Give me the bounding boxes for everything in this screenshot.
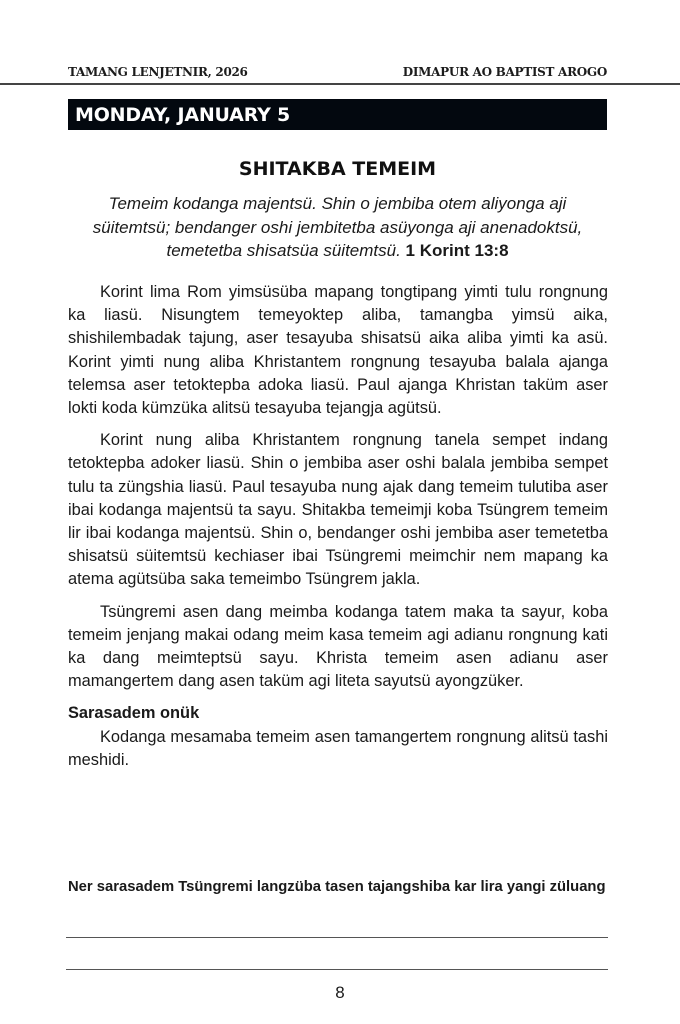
writing-line[interactable] (66, 969, 608, 970)
day-banner (68, 99, 607, 130)
devotion-title: SHITAKBA TEMEIM (238, 158, 437, 180)
reflection-prompt: Ner sarasadem Tsüngremi langzüba tasen tajangshiba kar lira yangi züluang (68, 879, 606, 895)
devotion-body (68, 281, 608, 772)
day-label: MONDAY, JANUARY 5 (75, 103, 291, 126)
running-header (68, 64, 607, 80)
header-right-title: DIMAPUR AO BAPTIST AROGO (402, 65, 607, 79)
header-left-title: TAMANG LENJETNIR, 2026 (68, 65, 248, 79)
verse-reference: 1 Korint 13:8 (405, 241, 509, 260)
paragraph-1: Korint lima Rom yimsüsüba mapang tongtipang yimti tulu rongnung ka liasü. Nisungtem temeyoktep aliba, tamangba yimsü aika, shishilembadak tajung, aser tesayuba shisatsü aika aliba yimti ka asü. Korint yimti nung aliba Khristantem rongnung tesayuba balala ajanga telemsa aser tetoktepba adoka liasü. Paul ajanga Khristan taküm aser lokti koda kümzüka alitsü tesayuba tejangja agütsü. (68, 283, 608, 418)
writing-line[interactable] (66, 937, 608, 938)
key-verse (70, 192, 605, 263)
application-text: Kodanga mesamaba temeim asen tamangertem rongnung alitsü tashi meshidi. (68, 727, 608, 769)
page-number: 8 (335, 983, 345, 1002)
verse-text: Temeim kodanga majentsü. Shin o jembiba otem aliyonga aji süitemtsü; bendanger oshi jembitetba asüyonga aji anenadoktsü, temetetba shisatsüa süitemtsü. (92, 194, 583, 260)
paragraph-3: Tsüngremi asen dang meimba kodanga tatem maka ta sayur, koba temeim jenjang makai odang meim kasa temeim agi adianu rongnung kati ka dang meimteptsü sayu. Khrista temeim asen adianu aser mamangertem dang asen taküm agi liteta sayutsü ayongzüker. (68, 602, 608, 691)
application-heading: Sarasadem onük (68, 704, 200, 723)
paragraph-2: Korint nung aliba Khristantem rongnung tanela sempet indang tetoktepba adoker liasü. Shin o jembiba aser oshi balala jembiba sempet tulu ta züngshia liasü. Paul tesayuba nung ajak dang temeim tulutiba aser ibai kodanga majentsü ta sayu. Shitakba temeimji koba Tsüngrem temeim lir ibai kodanga majentsü. Shin o, bendanger oshi jembiba aser temetetba shisatsü süitemtsü kechiaser ibai Tsüngremi meimchir nem mapang ka atema agütsüba saka temeimbo Tsüngrem jakla. (68, 431, 608, 589)
header-divider (0, 83, 680, 85)
